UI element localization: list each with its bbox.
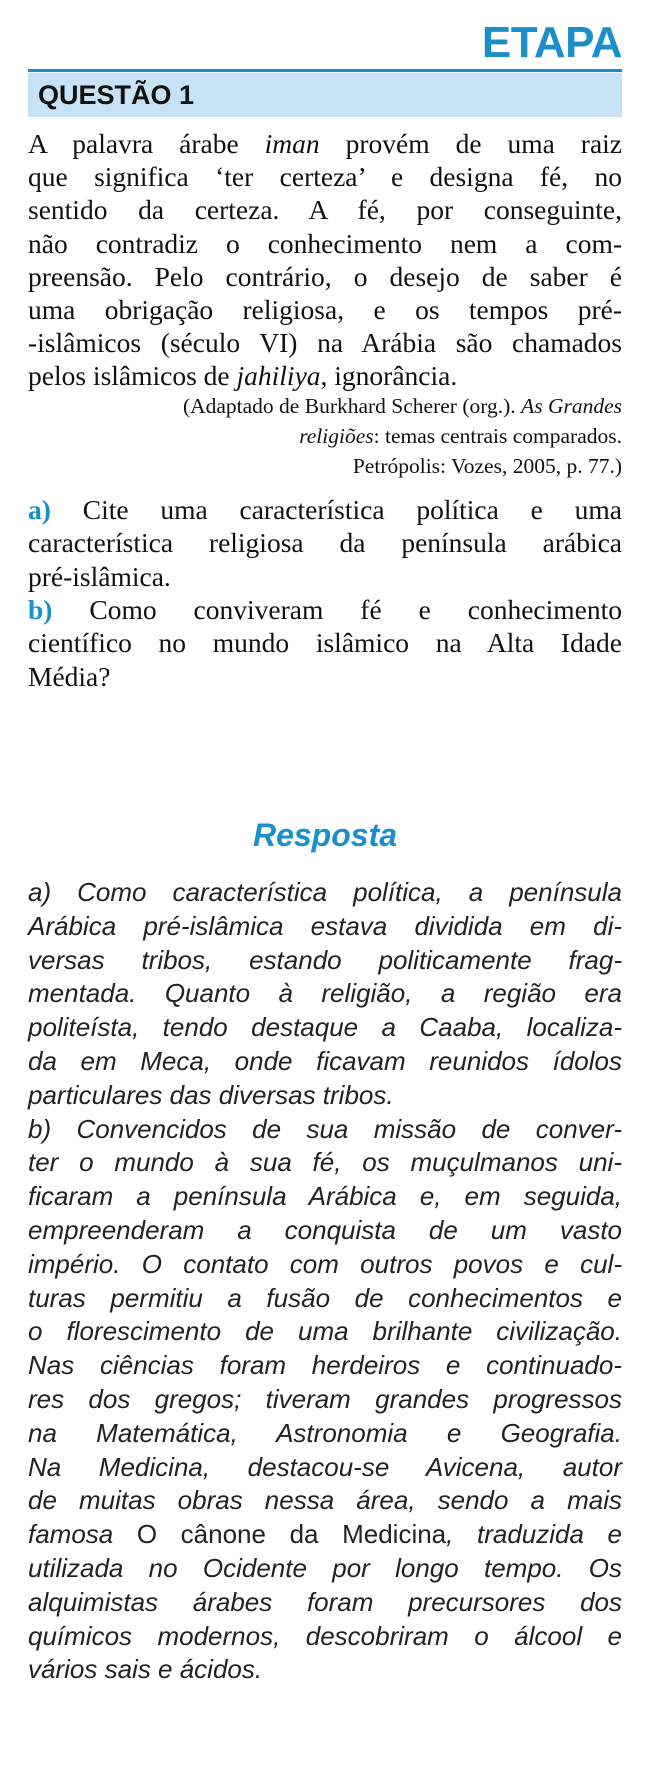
text-run: turas permitiu a fusão de conhecimentos e xyxy=(28,1282,622,1313)
text-run: mentada. Quanto à religião, a região era xyxy=(28,978,622,1009)
answer-line xyxy=(28,1516,622,1553)
text-run: Nas ciências foram herdeiros e continuado- xyxy=(28,1350,622,1381)
question-line xyxy=(28,558,622,596)
answer-line xyxy=(28,1584,622,1621)
text-run: a) Como característica política, a península xyxy=(28,877,622,907)
text-run: vários sais e ácidos. xyxy=(28,1654,263,1685)
text-run: que significa ‘ter certeza’ e designa fé, no xyxy=(28,161,622,193)
text-run: uma obrigação religiosa, e os tempos pré- xyxy=(28,294,622,325)
citation-line xyxy=(28,452,622,481)
answer-line xyxy=(28,1347,622,1384)
text-run: (Adaptado de Burkhard Scherer (org.). xyxy=(182,394,522,418)
text-run: científico no mundo islâmico na Alta Idade xyxy=(28,627,622,659)
answer-line xyxy=(28,1178,622,1215)
answer-line xyxy=(28,1651,622,1688)
answer-line xyxy=(28,975,622,1012)
text-run: Na Medicina, destacou-se Avicena, autor xyxy=(28,1451,622,1482)
answer-line xyxy=(28,1144,622,1181)
text-run: Como conviveram fé e conhecimento xyxy=(52,593,622,625)
text-run: versas tribos, estando politicamente frag- xyxy=(28,944,622,975)
answer-line xyxy=(28,908,622,945)
text-run: : temas centrais comparados. xyxy=(373,424,622,448)
text-run: religiões xyxy=(299,424,374,448)
text-run: particulares das diversas tribos. xyxy=(28,1079,394,1110)
citation-line xyxy=(28,422,622,451)
text-run: iman xyxy=(264,128,320,159)
text-run: ficaram a península Arábica e, em seguida, xyxy=(28,1181,622,1212)
text-run: As Grandes xyxy=(521,394,622,418)
response-title: Resposta xyxy=(252,817,398,853)
answer-line xyxy=(28,1111,622,1148)
answer-line xyxy=(28,1009,622,1046)
text-run: -islâmicos (século VI) na Arábia são chamados xyxy=(28,327,622,359)
text-run: alquimistas árabes foram precursores dos xyxy=(28,1586,622,1617)
question-line xyxy=(28,658,622,696)
text-run: da em Meca, onde ficavam reunidos ídolos xyxy=(28,1046,622,1076)
text-run: ter o mundo à sua fé, os muçulmanos uni- xyxy=(28,1147,622,1178)
citation-line xyxy=(28,392,622,421)
text-run: utilizada no Ocidente por longo tempo. Os xyxy=(28,1553,622,1583)
answer-line xyxy=(28,1618,622,1655)
answer-line xyxy=(28,1482,622,1519)
text-run: o florescimento de uma brilhante civilização. xyxy=(28,1316,622,1347)
answer-line xyxy=(28,1313,622,1350)
question-line xyxy=(28,591,622,629)
header-rule xyxy=(28,69,622,72)
text-run: res dos gregos; tiveram grandes progressos xyxy=(28,1384,622,1414)
brand-logo: ETAPA xyxy=(481,18,622,67)
answer-line xyxy=(28,1043,622,1080)
answer-line xyxy=(28,1212,622,1249)
text-run: Cite uma característica política e uma xyxy=(50,494,622,525)
answer-line xyxy=(28,1550,622,1587)
answer-line xyxy=(28,1381,622,1418)
text-run: preensão. Pelo contrário, o desejo de saber é xyxy=(28,260,622,292)
text-run: provém de uma raiz xyxy=(319,128,622,159)
text-run: pré-islâmica. xyxy=(28,560,171,592)
text-run: império. O contato com outros povos e cul- xyxy=(28,1248,622,1279)
answer-line xyxy=(28,942,622,979)
text-run: famosa xyxy=(28,1519,137,1550)
passage-line xyxy=(28,357,622,395)
text-run: Média? xyxy=(28,660,111,692)
text-run: politeísta, tendo destaque a Caaba, localiza- xyxy=(28,1012,622,1043)
text-run: , traduzida e xyxy=(446,1519,622,1550)
answer-line xyxy=(28,1246,622,1283)
text-run: na Matemática, Astronomia e Geografia. xyxy=(28,1417,622,1448)
question-line xyxy=(28,624,622,662)
text-run: empreenderam a conquista de um vasto xyxy=(28,1215,622,1245)
text-run: Arábica pré-islâmica estava dividida em di- xyxy=(28,910,622,941)
text-run: sentido da certeza. A fé, por conseguinte, xyxy=(28,194,622,226)
answer-line xyxy=(28,874,622,911)
text-run: pelos islâmicos de xyxy=(28,360,237,392)
question-line xyxy=(28,524,622,562)
question-title: QUESTÃO 1 xyxy=(38,80,195,110)
question-line xyxy=(28,491,622,529)
text-run: de muitas obras nessa área, sendo a mais xyxy=(28,1485,622,1516)
text-run: , ignorância. xyxy=(320,360,458,392)
text-run: A palavra árabe xyxy=(28,128,265,159)
answer-line xyxy=(28,1077,622,1114)
item-label: a) xyxy=(28,494,51,525)
text-run: b) Convencidos de sua missão de conver- xyxy=(28,1113,622,1144)
text-run: O cânone da Medicina xyxy=(136,1519,447,1550)
answer-line xyxy=(28,1415,622,1452)
text-run: jahiliya xyxy=(236,360,321,392)
text-run: não contradiz o conhecimento nem a com- xyxy=(28,227,622,259)
text-run: característica religiosa da península arábica xyxy=(28,527,622,559)
answer-line xyxy=(28,1449,622,1486)
item-label: b) xyxy=(28,593,53,625)
text-run: químicos modernos, descobriram o álcool e xyxy=(28,1620,622,1651)
text-run: Petrópolis: Vozes, 2005, p. 77.) xyxy=(352,454,622,478)
answer-line xyxy=(28,1280,622,1317)
